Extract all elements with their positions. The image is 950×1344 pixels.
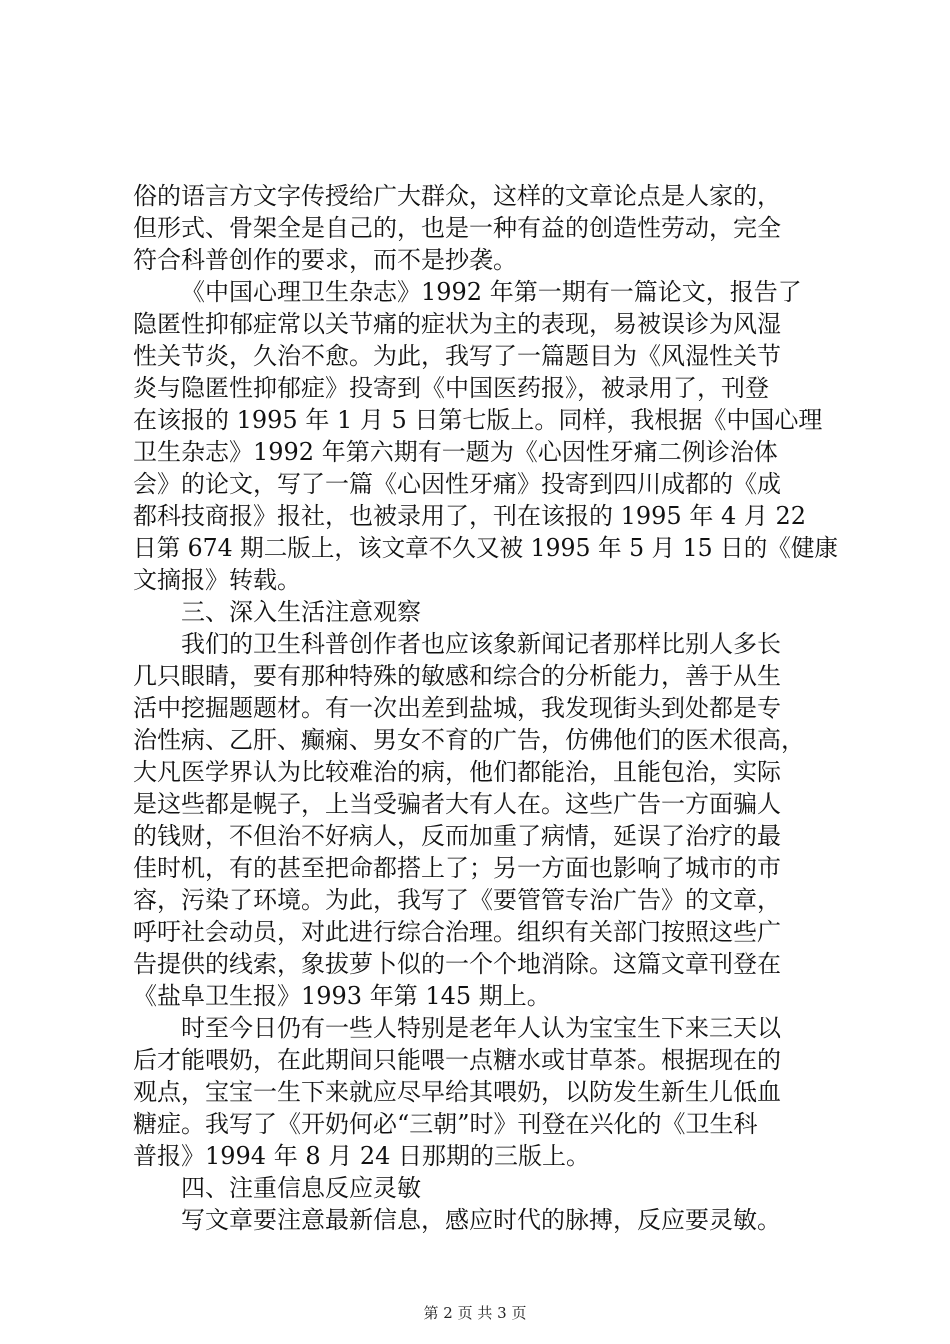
text-line: 我们的卫生科普创作者也应该象新闻记者那样比别人多长 [181, 630, 781, 658]
text-line: 观点，宝宝一生下来就应尽早给其喂奶，以防发生新生儿低血 [133, 1078, 781, 1106]
text-line: 符合科普创作的要求，而不是抄袭。 [133, 246, 517, 274]
text-line: 但形式、骨架全是自己的，也是一种有益的创造性劳动，完全 [133, 214, 781, 242]
page-footer: 第 2 页 共 3 页 [423, 1304, 527, 1322]
text-line: 时至今日仍有一些人特别是老年人认为宝宝生下来三天以 [181, 1014, 781, 1042]
text-line: 治性病、乙肝、癫痫、男女不育的广告，仿佛他们的医术很高， [133, 726, 805, 754]
text-line: 卫生杂志》1992 年第六期有一题为《心因性牙痛二例诊治体 [133, 438, 778, 466]
text-line: 活中挖掘题题材。有一次出差到盐城，我发现街头到处都是专 [133, 694, 781, 722]
text-line: 容，污染了环境。为此，我写了《要管管专治广告》的文章， [133, 886, 781, 914]
section-heading: 四、注重信息反应灵敏 [181, 1174, 421, 1202]
text-line: 俗的语言方文字传授给广大群众，这样的文章论点是人家的， [133, 182, 781, 210]
text-line: 在该报的 1995 年 1 月 5 日第七版上。同样，我根据《中国心理 [133, 406, 823, 434]
text-line: 几只眼睛，要有那种特殊的敏感和综合的分析能力，善于从生 [133, 662, 781, 690]
text-line: 糖症。我写了《开奶何必“三朝”时》刊登在兴化的《卫生科 [133, 1110, 758, 1138]
text-line: 性关节炎，久治不愈。为此，我写了一篇题目为《风湿性关节 [133, 342, 781, 370]
text-line: 都科技商报》报社，也被录用了，刊在该报的 1995 年 4 月 22 [133, 502, 807, 530]
text-line: 炎与隐匿性抑郁症》投寄到《中国医药报》，被录用了，刊登 [133, 374, 769, 402]
section-heading: 三、深入生活注意观察 [181, 598, 421, 626]
text-line: 隐匿性抑郁症常以关节痛的症状为主的表现，易被误诊为风湿 [133, 310, 781, 338]
text-line: 后才能喂奶，在此期间只能喂一点糖水或甘草茶。根据现在的 [133, 1046, 781, 1074]
text-line: 写文章要注意最新信息，感应时代的脉搏，反应要灵敏。 [181, 1206, 781, 1234]
text-line: 会》的论文，写了一篇《心因性牙痛》投寄到四川成都的《成 [133, 470, 781, 498]
text-line: 告提供的线索，象拔萝卜似的一个个地消除。这篇文章刊登在 [133, 950, 781, 978]
text-line: 普报》1994 年 8 月 24 日那期的三版上。 [133, 1142, 591, 1170]
text-line: 《中国心理卫生杂志》1992 年第一期有一篇论文，报告了 [181, 278, 802, 306]
text-line: 呼吁社会动员，对此进行综合治理。组织有关部门按照这些广 [133, 918, 781, 946]
text-line: 大凡医学界认为比较难治的病，他们都能治，且能包治，实际 [133, 758, 781, 786]
text-line: 文摘报》转载。 [133, 566, 301, 594]
text-line: 《盐阜卫生报》1993 年第 145 期上。 [133, 982, 551, 1010]
text-line: 佳时机，有的甚至把命都搭上了；另一方面也影响了城市的市 [133, 854, 781, 882]
text-line: 的钱财，不但治不好病人，反而加重了病情，延误了治疗的最 [133, 822, 781, 850]
text-line: 是这些都是幌子，上当受骗者大有人在。这些广告一方面骗人 [133, 790, 781, 818]
text-line: 日第 674 期二版上，该文章不久又被 1995 年 5 月 15 日的《健康 [133, 534, 838, 562]
